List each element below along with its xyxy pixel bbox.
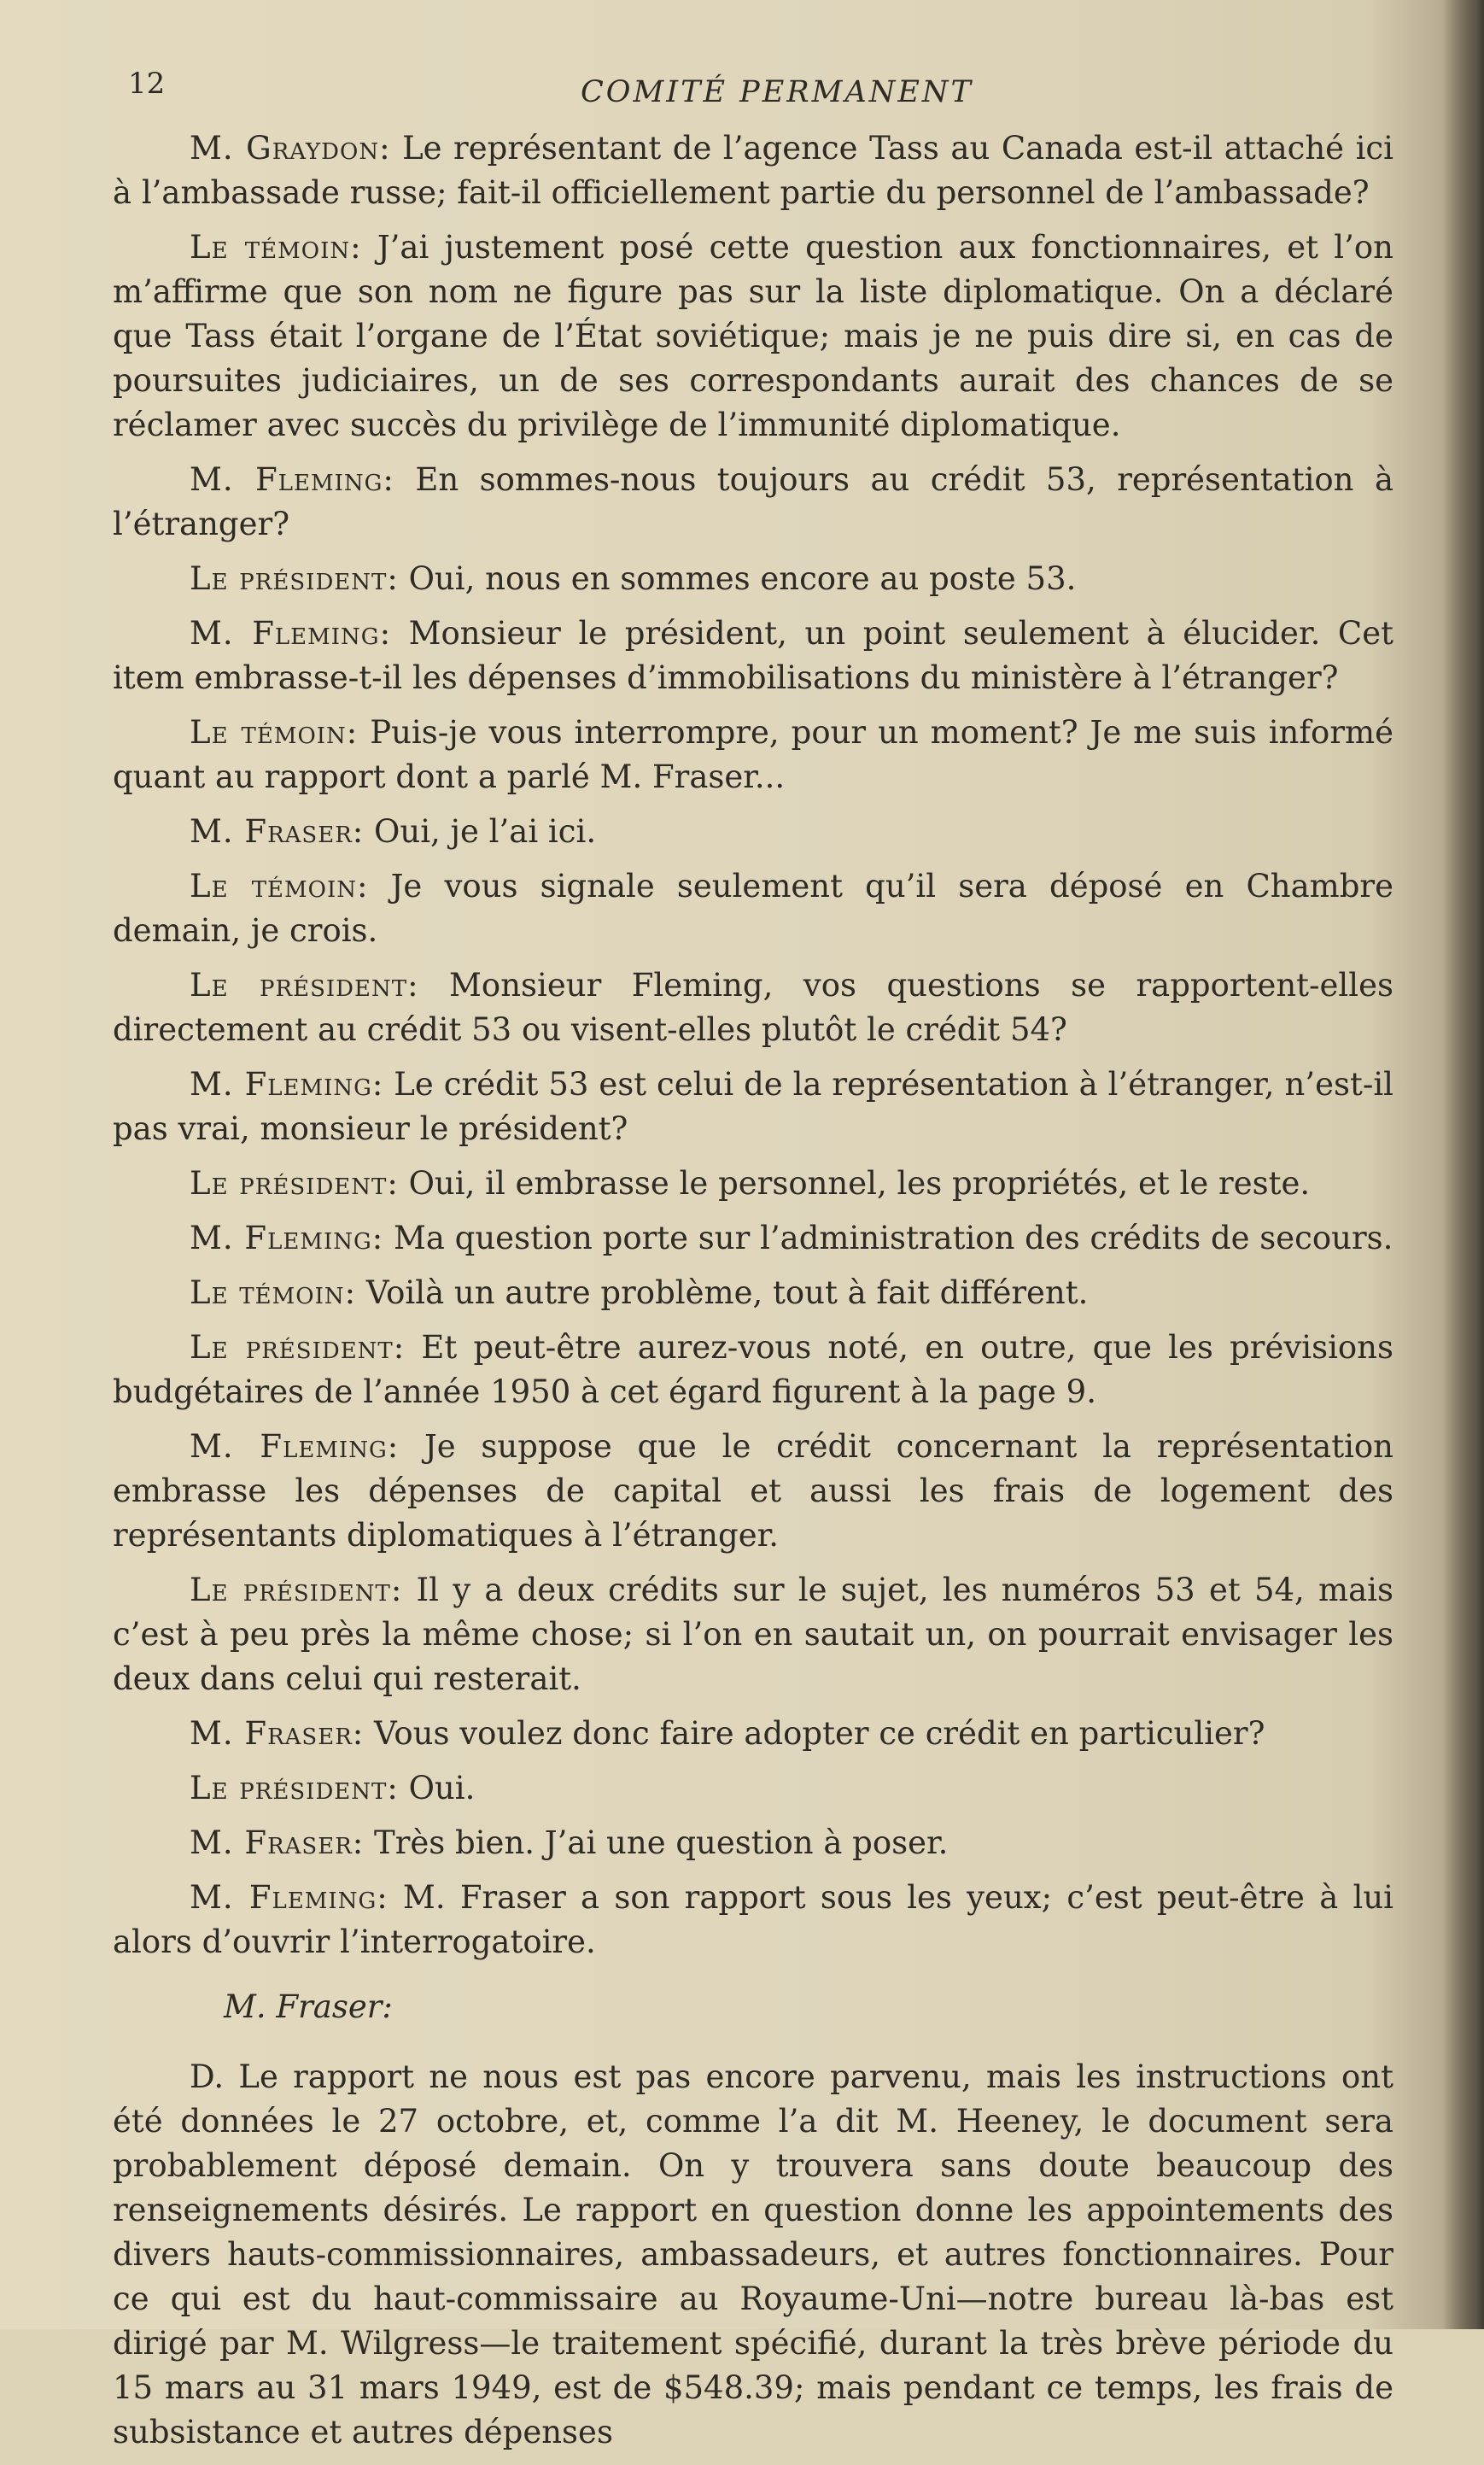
speaker-label: Le président:	[190, 1770, 399, 1806]
paragraph-text: Oui, il embrasse le personnel, les propriétés, et le reste.	[398, 1165, 1311, 1202]
paragraph	[113, 1568, 1393, 1701]
paragraph-text: Oui, nous en sommes encore au poste 53.	[398, 560, 1077, 597]
paragraph	[113, 458, 1393, 547]
paragraph-text: Oui, je l’ai ici.	[364, 813, 597, 850]
speaker-label: M. Fleming:	[190, 615, 392, 652]
paragraph-text: Monsieur Fleming, vos questions se rapportent-elles directement au crédit 53 ou visent-elles plutôt le crédit 54?	[113, 967, 1393, 1048]
speaker-label: M. Fraser:	[190, 1824, 365, 1861]
paragraph	[113, 1063, 1393, 1151]
speaker-label: M. Fraser:	[190, 813, 365, 850]
paragraph-text: Monsieur le président, un point seulement à élucider. Cet item embrasse-t-il les dépenses d’immobilisations du ministère à l’étranger?	[113, 615, 1393, 696]
paragraph	[113, 557, 1393, 601]
paragraph	[113, 1326, 1393, 1414]
speaker-label: M. Fleming:	[190, 461, 394, 498]
paragraph	[113, 864, 1393, 953]
paragraph	[113, 1766, 1393, 1811]
speaker-label: Le président:	[190, 967, 419, 1004]
paragraph-text: Voilà un autre problème, tout à fait différent.	[356, 1274, 1089, 1311]
paragraph	[113, 810, 1393, 854]
speaker-label: Le président:	[190, 560, 399, 597]
speaker-label: Le président:	[190, 1165, 399, 1202]
speaker-label: M. Fleming:	[190, 1066, 384, 1103]
paragraph-text: Et peut-être aurez-vous noté, en outre, que les prévisions budgétaires de l’année 1950 à cet égard figurent à la page 9.	[113, 1329, 1393, 1410]
paragraph-text: M. Fraser a son rapport sous les yeux; c’est peut-être à lui alors d’ouvrir l’interrogatoire.	[113, 1879, 1393, 1960]
page-number: 12	[128, 67, 166, 101]
paragraph-text: Le rapport ne nous est pas encore parvenu, mais les instructions ont été données le 27 octobre, et, comme l’a dit M. Heeney, le document sera probablement déposé demain. On y trouvera sans doute beaucoup des renseignements désirés. Le rapport en question donne les appointements des divers hauts-commissionnaires, ambassadeurs, et autres fonctionnaires. Pour ce qui est du haut-commissaire au Royaume-Uni—notre bureau là-bas est dirigé par M. Wilgress—le traitement spécifié, durant la très brève période du 15 mars au 31 mars 1949, est de $548.39; mais pendant ce temps, les frais de subsistance et autres dépenses	[113, 2058, 1393, 2450]
paragraph	[113, 225, 1393, 448]
speaker-label: Le témoin:	[190, 714, 359, 751]
speaker-label: Le témoin:	[190, 1274, 357, 1311]
paragraph	[113, 1821, 1393, 1865]
paragraph	[113, 1712, 1393, 1756]
speaker-label: Le président:	[190, 1572, 403, 1608]
speaker-label: Le président:	[190, 1329, 406, 1366]
speaker-label: M. Fleming:	[190, 1220, 384, 1256]
paragraph	[113, 1271, 1393, 1315]
paragraph-text: Très bien. J’ai une question à poser.	[364, 1824, 949, 1861]
speaker-label: M. Graydon:	[190, 130, 391, 167]
paragraph-text: Vous voulez donc faire adopter ce crédit en particulier?	[364, 1715, 1265, 1752]
section-title: M. Fraser:	[224, 1988, 393, 2025]
speaker-label: Le témoin:	[190, 229, 362, 266]
paragraph-text: Je vous signale seulement qu’il sera déposé en Chambre demain, je crois.	[113, 868, 1394, 949]
paragraph-text: Oui.	[398, 1770, 476, 1806]
paragraph	[113, 1216, 1393, 1261]
speaker-label: Le témoin:	[190, 868, 369, 905]
paragraph-text: Il y a deux crédits sur le sujet, les numéros 53 et 54, mais c’est à peu près la même chose; si l’on en sautait un, on pourrait envisager les deux dans celui qui resterait.	[113, 1572, 1394, 1697]
paragraph	[113, 126, 1393, 215]
paragraph-text: Le représentant de l’agence Tass au Canada est-il attaché ici à l’ambassade russe; fait-il officiellement partie du personnel de l’ambassade?	[113, 130, 1393, 211]
paragraph	[113, 612, 1393, 700]
paragraph-text: Ma question porte sur l’administration des crédits de secours.	[383, 1220, 1393, 1256]
question-marker: D.	[190, 2058, 225, 2095]
paragraph	[113, 1425, 1393, 1558]
paragraph	[113, 711, 1393, 799]
paragraph	[113, 1876, 1393, 1964]
paragraph	[113, 963, 1393, 1052]
speaker-label: M. Fleming:	[190, 1428, 400, 1465]
page-body	[113, 126, 1393, 2465]
speaker-label: M. Fleming:	[190, 1879, 389, 1916]
question-paragraph	[113, 2055, 1393, 2455]
paragraph-text: Puis-je vous interrompre, pour un moment? Je me suis informé quant au rapport dont a parlé M. Fraser...	[113, 714, 1393, 795]
paragraph-text: Le crédit 53 est celui de la représentation à l’étranger, n’est-il pas vrai, monsieur le président?	[113, 1066, 1393, 1147]
paragraph-text: En sommes-nous toujours au crédit 53, représentation à l’étranger?	[113, 461, 1394, 542]
paragraph	[113, 1162, 1393, 1206]
page-binding-shadow	[1443, 0, 1484, 2329]
paragraph-text: Je suppose que le crédit concernant la représentation embrasse les dépenses de capital et aussi les frais de logement des représentants diplomatiques à l’étranger.	[113, 1428, 1394, 1554]
paragraph-text: J’ai justement posé cette question aux fonctionnaires, et l’on m’affirme que son nom ne figure pas sur la liste diplomatique. On a déclaré que Tass était l’organe de l’État soviétique; mais je ne puis dire si, en cas de poursuites judiciaires, un de ses correspondants aurait des chances de se réclamer avec succès du privilège de l’immunité diplomatique.	[113, 229, 1394, 443]
speaker-label: M. Fraser:	[190, 1715, 365, 1752]
page-header	[0, 67, 1484, 118]
running-head: COMITÉ PERMANENT	[581, 75, 973, 109]
